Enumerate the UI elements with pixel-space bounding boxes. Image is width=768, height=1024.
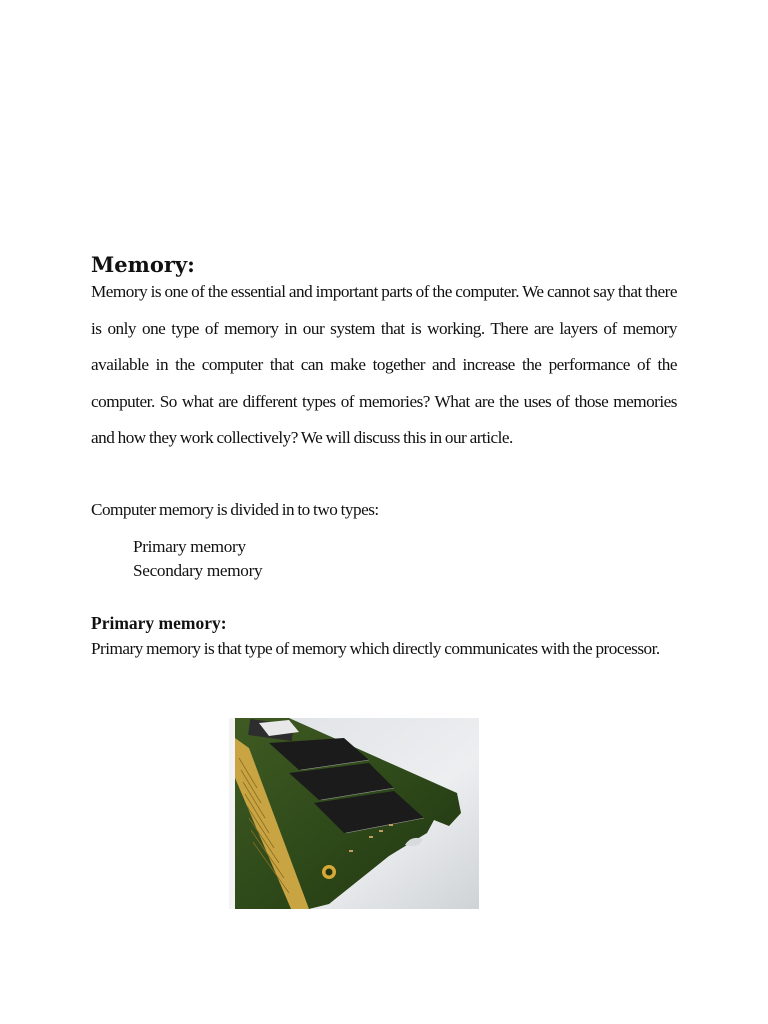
memory-paragraph: Memory is one of the essential and important parts of the computer. We cannot say that there is only one type of memory in our system that is working. There are layers of memory available in the computer that can make together and increase the performance of the computer. So what are different types of memories? What are the uses of those memories and how they work collectively? We will discuss this in our article. [91, 282, 677, 447]
list-item-secondary: Secondary memory [133, 561, 263, 580]
primary-memory-heading: Primary memory: [91, 613, 227, 633]
ram-module-photo [229, 718, 479, 909]
memory-heading: Memory: [91, 252, 195, 277]
ram-module-image [229, 718, 479, 909]
memory-types-list [133, 535, 262, 583]
list-item-primary: Primary memory [133, 537, 246, 556]
primary-memory-paragraph: Primary memory is that type of memory which directly communicates with the processor. [91, 639, 660, 658]
memory-types-intro: Computer memory is divided in to two types: [91, 500, 379, 519]
